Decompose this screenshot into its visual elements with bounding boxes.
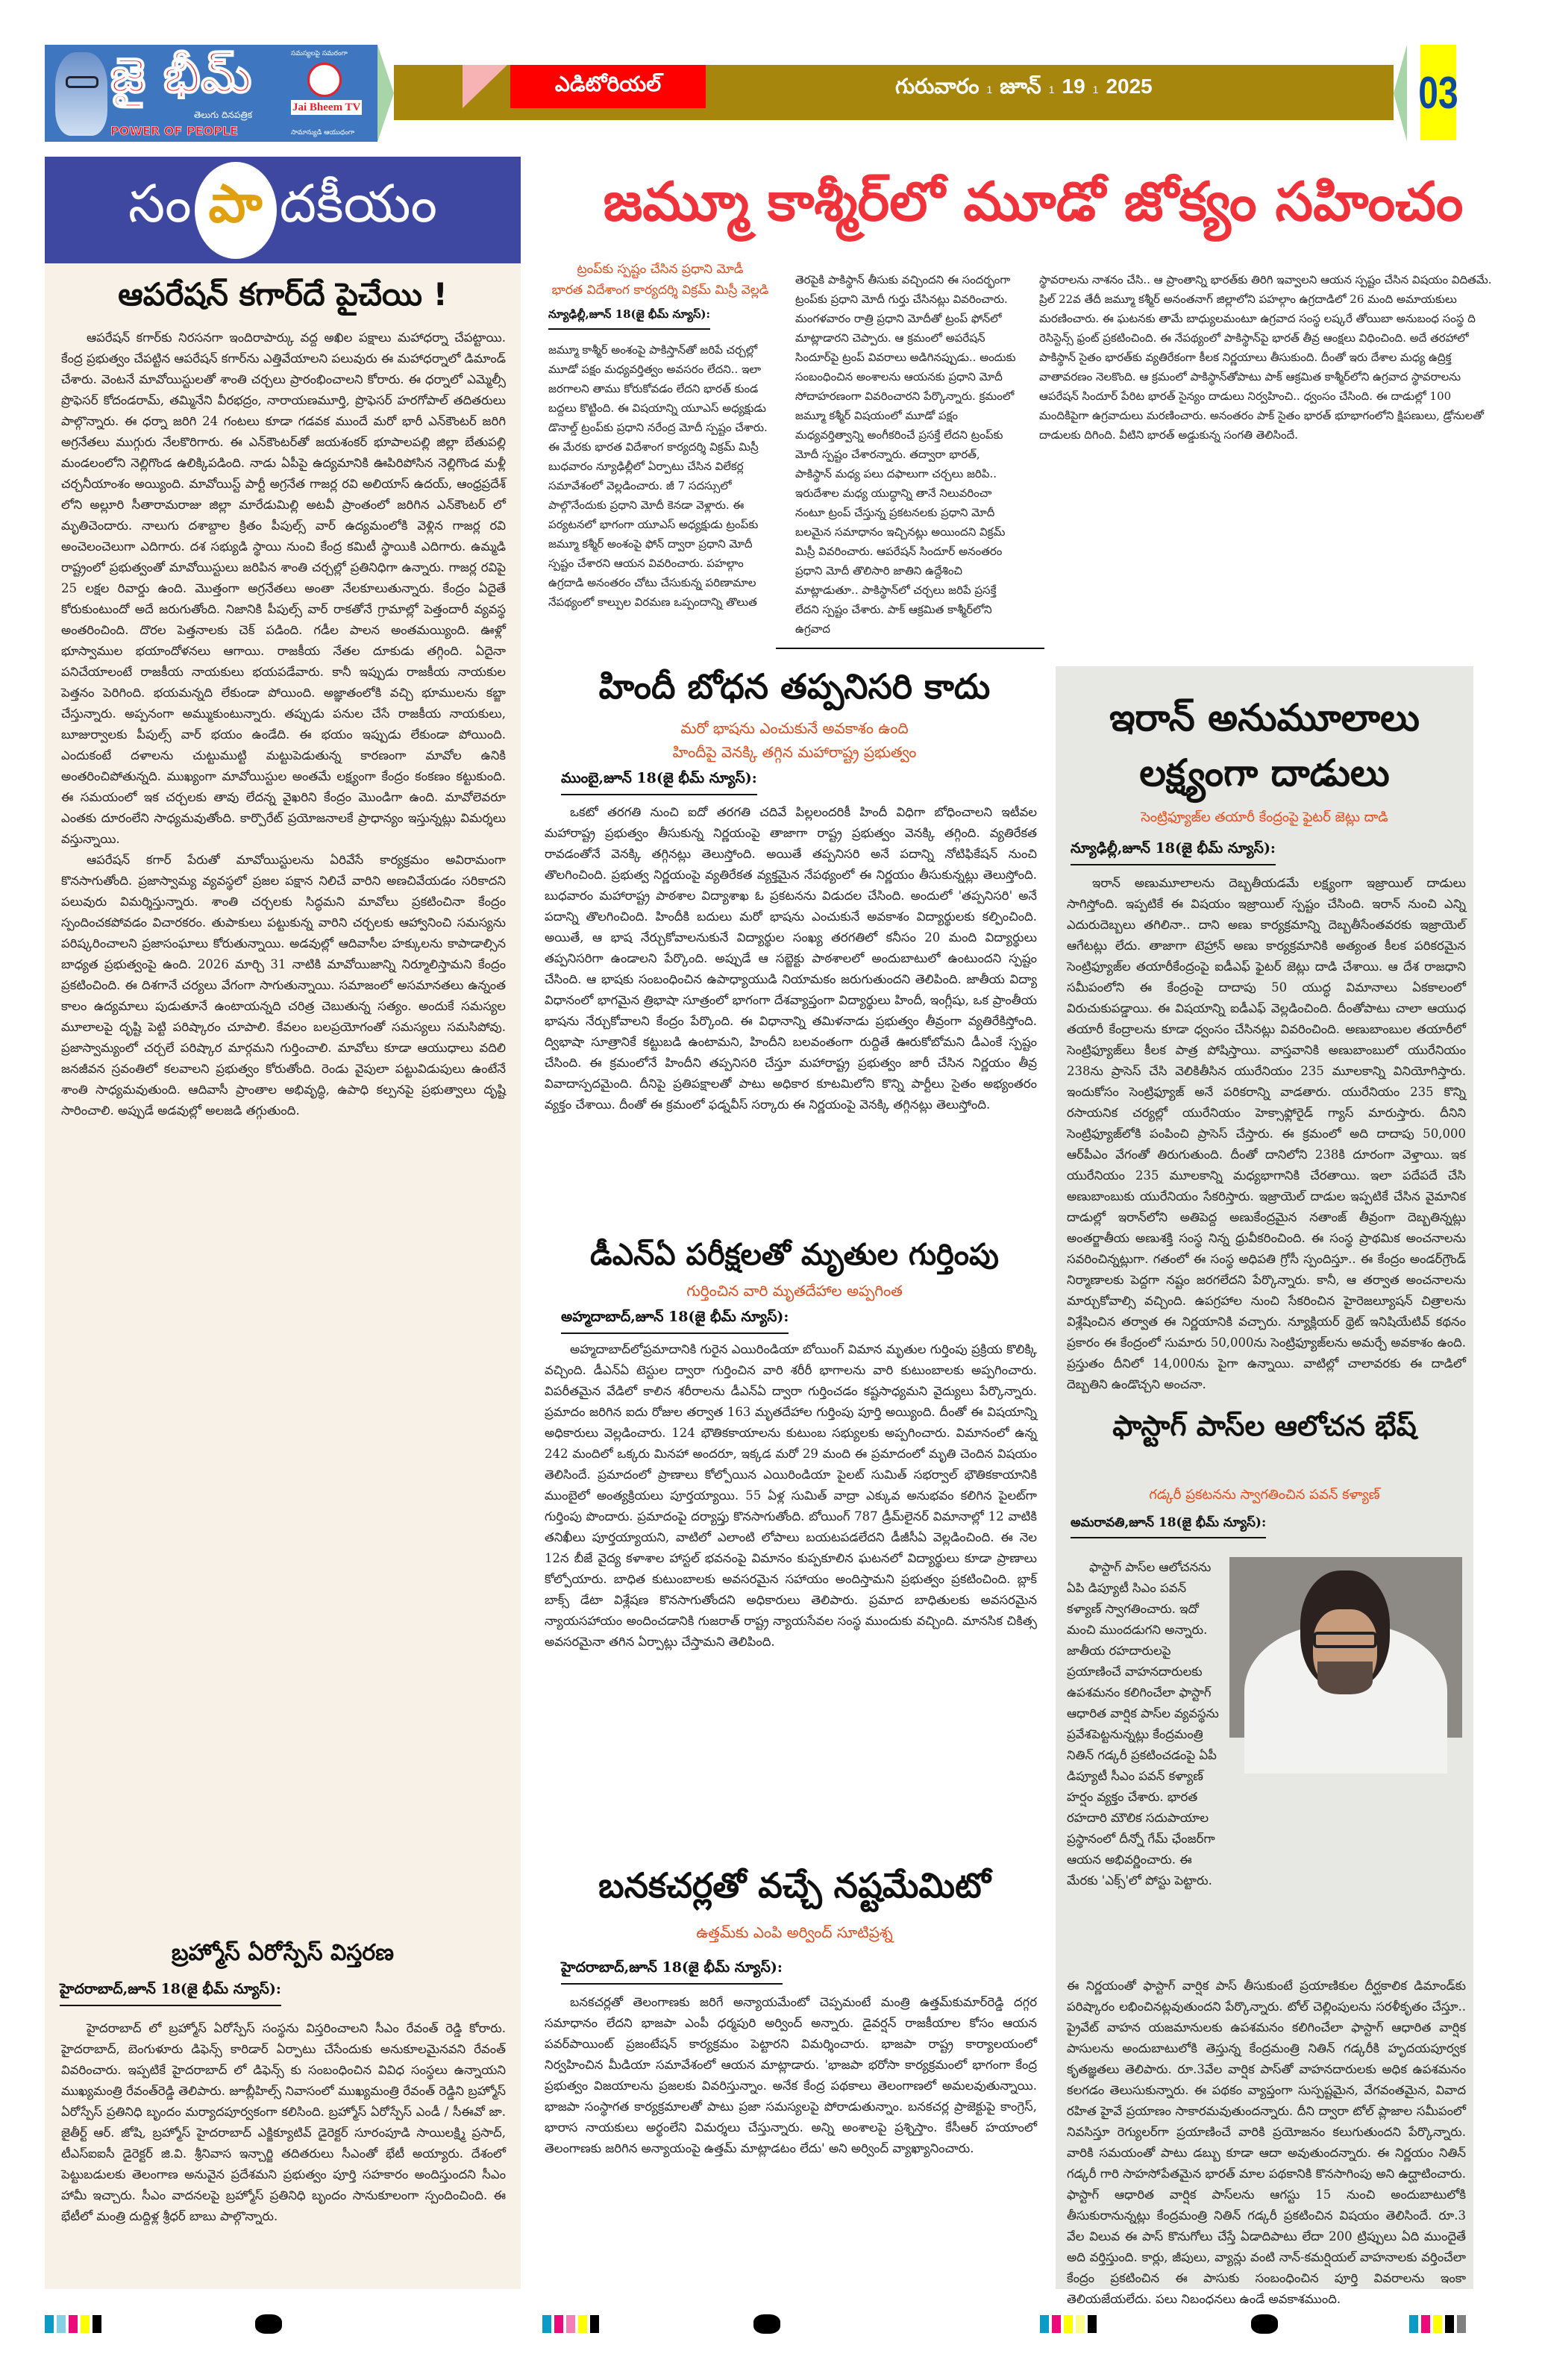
editorial-column	[45, 263, 521, 2289]
lead-column-1: జమ్మూ కాశ్మీర్ అంశంపై పాకిస్తాన్‌తో జరిపే చర్చల్లో మూడో పక్షం మధ్యవర్తిత్వం అవసరం లేదని.. ఇలా జరగాలని తాము కోరుకోవడం లేదని భారత్ కుండ బద్దలు కొట్టింది. ఈ విషయాన్ని యూఎస్ అధ్యక్షుడు డొనాల్డ్ ట్రంప్‌కు ప్రధాని నరేంద్ర మోదీ స్పష్టం చేశారు. ఈ మేరకు భారత విదేశాంగ కార్యదర్శి విక్రమ్ మిస్రీ బుధవారం న్యూఢిల్లీలో ఏర్పాటు చేసిన విలేకర్ల సమావేశంలో వెల్లడించారు. జీ 7 సదస్సులో పాల్గొనేందుకు ప్రధాని మోదీ కెనడా వెళ్లారు. ఈ పర్యటనలో భాగంగా యూఎస్ అధ్యక్షుడు ట్రంప్‌కు జమ్మూ కశ్మీర్ అంశంపై ఫోన్ ద్వారా ప్రధాని మోదీ స్పష్టం చేశారని ఆయన వివరించారు. పహల్గాం ఉగ్రదాడి అనంతరం చోటు చేసుకున్న పరిణామాల నేపథ్యంలో కాల్పుల విరమణ ఒప్పందాన్ని తొలుత	[548, 343, 768, 609]
banakacherla-dateline-wrap	[561, 1958, 783, 1985]
color-swatch	[1445, 2315, 1454, 2333]
fastag-dateline-wrap	[1071, 1515, 1266, 1538]
logo-subtitle: తెలుగు దినపత్రిక	[194, 110, 253, 120]
color-swatch	[45, 2315, 54, 2333]
newspaper-logo	[45, 45, 377, 142]
brahmos-dateline: హైదరాబాద్,జూన్ 18(జై భీమ్ న్యూస్):	[60, 1979, 281, 2006]
hindi-dateline-wrap	[561, 768, 757, 795]
iran-dateline-wrap	[1071, 839, 1276, 865]
page-number: 03	[1420, 45, 1456, 140]
hindi-kicker-2: హిందీపై వెనక్కి తగ్గిన మహారాష్ట్ర ప్రభుత్వం	[672, 743, 917, 761]
hindi-headline: హిందీ బోధన తప్పనిసరి కాదు	[598, 666, 991, 707]
editorial-body	[61, 328, 506, 1915]
lead-headline: జమ్మూ కాశ్మీర్‌లో మూడో జోక్యం సహించం	[603, 170, 1464, 233]
issue-year: 2025	[1106, 75, 1153, 98]
color-swatch	[542, 2315, 551, 2333]
brahmos-headline: బ్రహ్మోస్ ఏరోస్పేస్ విస్తరణ	[172, 1940, 394, 1966]
banakacherla-kicker: ఉత్తమ్‌కు ఎంపి అర్వింద్ సూటిప్రశ్న	[696, 1923, 893, 1941]
color-swatch	[93, 2315, 101, 2333]
color-bar	[542, 2315, 599, 2333]
dna-kicker: గుర్తించిన వారి మృతదేహాల అప్పగింత	[686, 1282, 903, 1300]
color-swatch	[1076, 2315, 1085, 2333]
lead-column-2: తెరపైకి పాకిస్థాన్ తీసుకు వచ్చిందని ఈ సందర్భంగా ట్రంప్‌కు ప్రధాని మోదీ గుర్తు చేసినట్లు వివరించారు. మంగళవారం రాత్రి ప్రధాని మోదీతో ట్రంప్ ఫోన్‌లో మాట్లాడారని చెప్పారు. ఆ క్రమంలో అపరేషన్ సిందూర్‌పై ట్రంప్ వివరాలు అడిగినప్పుడు.. అందుకు సంబంధించిన అంశాలను ఆయనకు ప్రధాని మోదీ సోదాహరణంగా వివరించారని పేర్కొన్నారు. క్రమంలో జమ్మూ కశ్మీర్ విషయంలో మూడో పక్షం మధ్యవర్తిత్వాన్ని అంగీకరించే ప్రసక్తే లేదని ట్రంప్‌కు మోదీ స్పష్టం చేశారన్నారు. తద్వారా భారత్, పాకిస్థాన్ మధ్య పలు దఫాలుగా చర్చలు జరిపి.. ఇరుదేశాల మధ్య యుద్ధాన్ని తానే నిలువరించా నంటూ ట్రంప్ చేస్తున్న ప్రకటనలకు ప్రధాని మోదీ బలమైన సమాధానం ఇచ్చినట్లు అయిందని విక్రమ్ మిస్రీ వివరించారు. ఆపరేషన్ సిందూర్ అనంతరం ప్రధాని మోదీ తొలిసారి జాతిని ఉద్దేశించి మాట్లాడుతూ.. పాకిస్థాన్‌లో చర్చలు జరిపే ప్రసక్తే లేదని స్పష్టం చేశారు. పాక్ ఆక్రమిత కాశ్మీర్‌లోని ఉగ్రవాద	[795, 273, 1016, 636]
color-bar	[1040, 2315, 1097, 2333]
section-label: ఎడిటోరియల్	[510, 65, 706, 108]
issue-date-number: 19	[1062, 75, 1085, 98]
logo-tag-bottom: సామాన్యుడి ఆయుధంగా	[291, 129, 355, 137]
banakacherla-body: బనకచర్లతో తెలంగాణకు జరిగే అన్యాయమేంటో చెప్పమంటే మంత్రి ఉత్తమ్‌కుమార్‌రెడ్డి దగ్గర సమాధానం లేదని భాజపా ఎంపీ ధర్మపురి అర్వింద్ అన్నారు. డైవర్షన్ రాజకీయాల కోసం ఆయన పవర్‌పాయింట్ ప్రజంటేషన్ కార్యక్రమం పెట్టారని విమర్శించారు. భాజపా రాష్ట్ర కార్యాలయంలో నిర్వహించిన మీడియా సమావేశంలో ఆయన మాట్లాడారు. 'భాజపా భరోసా కార్యక్రమంలో భాగంగా కేంద్ర ప్రభుత్వం విజయాలను ప్రజలకు వివరిస్తున్నాం. అనేక కేంద్ర పథకాలు తెలంగాణలో అమలవుతున్నాయి. భాజపా సంస్థాగత కార్యక్రమాలతో పాటు ప్రజా సమస్యలపై పోరాడుతున్నాం. బనకచర్ల ప్రాజెక్టుపై కాంగ్రెస్, భారాస నాయకులు అర్థంలేని విమర్శలు చేస్తున్నారు. అన్ని అంశాలపై ప్రశ్నిస్తాం. కేసీఆర్ హయాంలో తెలంగాణకు జరిగిన అన్యాయంపై ఉత్తమ్ మాట్లాడటం లేదు' అని అర్వింద్ వ్యాఖ్యానించారు.	[545, 1995, 1037, 2155]
fastag-headline: ఫాస్టాగ్ పాస్‌ల ఆలోచన భేష్	[1112, 1409, 1417, 1442]
hindi-kicker-1: మరో భాషను ఎంచుకునే అవకాశం ఉంది	[680, 719, 909, 737]
iran-body: ఇరాన్ అణుమూలాలను దెబ్బతీయడమే లక్ష్యంగా ఇజ్రాయిల్ దాడులు సాగిస్తోంది. ఇప్పటికే ఈ విషయం ఇజ్రాయిల్ స్పష్టం చేసింది. ఇరాన్ నుంచి ఎన్ని ఎదురుదెబ్బలు తగిలినా.. దాని అణు కార్యక్రమాన్ని దెబ్బతీసేంతవరకు ఇజ్రాయెల్ ఆగేటట్లు లేదు. తాజాగా టెహ్రాన్ అణు కార్యక్రమానికి అత్యంత కీలక పరికరమైన సెంట్రిఫ్యూజ్‌ల తయారీకేంద్రంపై ఐడీఎఫ్ ఫైటర్ జెట్లు దాడి చేశాయి. ఆ దేశ రాజధాని సమీపంలోని ఈ కేంద్రంపై దాదాపు 50 యుద్ధ విమానాలు ఏకకాలంలో విరుచుకుపడ్డాయి. ఈ విషయాన్ని ఐడీఎఫ్ వెల్లడించింది. దీంతోపాటు చాలా ఆయుధ తయారీ కేంద్రాలను కూడా ధ్వంసం చేసినట్లు వివరించింది. అణుబాంబుల తయారీలో సెంట్రిఫ్యూజ్‌లు కీలక పాత్ర పోషిస్తాయి. వాస్తవానికి అణుబాంబులో యురేనియం 238ను ప్రాసెస్ చేసి వెలికితీసిన యురేనియం 235 మూలకాన్ని వినియోగిస్తారు. ఇందుకోసం సెంట్రిఫ్యూజ్‌ అనే పరికరాన్ని వాడతారు. యురేనియం 235 కొన్ని రసాయనిక చర్యల్లో యురేనియం హెక్సాఫ్లోరైడ్ గ్యాస్ మారుస్తారు. దీనిని సెంట్రిఫ్యూజ్‌లోకి పంపించి ప్రాసెస్ చేస్తారు. ఈ క్రమంలో అది దాదాపు 50,000 ఆర్‌పీఎం వేగంతో తిరుగుతుంది. దీంతో దానిలోని 238కి దూరంగా వెళ్తాయి. ఇక యురేనియం 235 మూలకాన్ని మధ్యభాగానికి చేరతాయి. ఇలా పదేపదే చేసి అణుబాంబుకు యురేనియం సేకరిస్తారు. ఇజ్రాయెల్ దాడుల ఇప్పటికే చేసిన వైమానిక దాడుల్లో ఇరాన్‌లోని అతిపెద్ద అణుకేంద్రమైన నతాంజ్ తీవ్రంగా దెబ్బతిన్నట్లు అంతర్జాతీయ అణుశక్తి సంస్థ నిన్న ధ్రువీకరించింది. ఈ సంస్థ ప్రాథమిక అంచనాలను సవరించిన్నట్లుగా. గతంలో ఈ సంస్థ అధిపతి గ్రోసీ స్పందిస్తూ.. ఈ కేంద్రం అండర్‌గ్రౌండ్ నిర్మాణాలకు పెద్దగా నష్టం జరగలేదని పేర్కొన్నారు. కానీ, ఆ తర్వాత అంచనాలను మార్చుకోవాల్సి వచ్చింది. ఉపగ్రహాల నుంచి సేకరించిన హైరెజల్యూషన్ చిత్రాలను విశ్లేషించిన తర్వాత ఈ నిర్ణయానికి వచ్చారు. న్యూక్లియర్ థ్రెట్ ఇనిషియేటివ్ కథనం ప్రకారం ఈ కేంద్రంలో సుమారు 50,000ను సెంట్రిఫ్యూజ్‌లను అమర్చే అవకాశం ఉంది. ప్రస్తుతం దీనిలో 14,000ను పైగా ఉన్నాయి. వాటిల్లో చాలావరకు ఈ దాడిలో దెబ్బతిని ఉండొచ్చని అంచనా.	[1067, 876, 1466, 1391]
fastag-body-beside-photo: ఫాస్టాగ్ పాస్‌ల ఆలోచనను ఏపి డిప్యూటీ సిఎం పవన్ కళ్యాణ్ స్వాగతించారు. ఇదో మంచి ముందడుగని అన్నారు. జాతీయ రహదారులపై ప్రయాణించే వాహనదారులకు ఉపశమనం కలిగించేలా ఫాస్టాగ్ ఆధారిత వార్షిక పాస్‌ల వ్యవస్థను ప్రవేశపెట్టనున్నట్లు కేంద్రమంత్రి నితిన్ గడ్కరీ ప్రకటించడంపై ఏపీ డిప్యూటీ సీఎం పవన్ కళ్యాణ్ హర్షం వ్యక్తం చేశారు. భారత రహదారి మౌలిక సదుపాయాల ప్రస్థానంలో దీన్నో గేమ్ ఛేంజర్‌గా ఆయన అభివర్ణించారు. ఈ మేరకు 'ఎక్స్'లో పోస్టు పెట్టారు.	[1067, 1560, 1219, 1888]
color-swatch	[1409, 2315, 1418, 2333]
editorial-paragraph: ఆపరేషన్ కగార్‌కు నిరసనగా ఇందిరాపార్కు వద్ద అఖిల పక్షాలు మహాధర్నా చేపట్టాయి. కేంద్ర ప్రభుత్వం చేపట్టిన ఆపరేషన్ కగార్‌ను ఎత్తివేయాలని పలువురు ఈ మహాధర్నాలో డిమాండ్ చేశారు. వెంటనే మావోయిస్టులతో శాంతి చర్చలు ప్రారంభించాలని కోరారు. ఈ ధర్నాలో ఎమ్మెల్సీ ప్రొఫెసర్ కోదండరామ్, తమ్మినేని వీరభద్రం, నారాయణమూర్తి, ప్రొఫెసర్ హరగోపాల్ తదితరులు పాల్గొన్నారు. ఈ ధర్నా జరిగి 24 గంటలు కూడా గడవక ముందే మరో భారీ ఎన్‌కౌంటర్ జరిగి అగ్రనేతలు ముగ్గురు నేలకొరిగారు. ఈ ఎన్‌కౌంటర్‌తో జయశంకర్ భూపాలపల్లి జిల్లా బేతుపల్లి మండలంలోని నెల్లిగొండ ఉలిక్కిపడింది. నాడు ఏపీపై ఉద్యమానికి ఊపిరిపోసిన నెల్లిగొండ మళ్లీ చర్చనీయాంశం అయ్యింది. మావోయిస్ట్ పార్టీ అగ్రనేత గాజర్ల రవి అలియాస్ ఉదయ్, ఆంధ్రప్రదేశ్ లోని అల్లూరి సీతారామరాజు జిల్లా మారేడుమిల్లి అటవీ ప్రాంతంలో జరిగిన ఎన్‌కౌంటర్ లో మృతిచెందారు. నాలుగు దశాబ్దాల క్రితం పీపుల్స్ వార్ ఉద్యమంలోకి వెళ్లిన గాజర్ల రవి అంచెలంచెలుగా ఎదిగారు. దశ సభ్యుడి స్థాయి నుంచి కేంద్ర కమిటీ స్థాయికి ఎదిగారు. ఉమ్మడి రాష్ట్రంలో ప్రభుత్వంతో మావోయిస్టులు జరిపిన శాంతి చర్చల్లో ప్రతినిధిగా ఉన్నారు. గాజర్ల రవిపై 25 లక్షల రివార్డు ఉంది. మొత్తంగా అగ్రనేతలు అంతా నేలకూలుతున్నారు. కేంద్రం ఏదైతే కోరుకుంటుందో అదే జరుగుతోంది. నిజానికి పీపుల్స్ వార్ రాకతోనే గ్రామాల్లో పెత్తందారీ వ్యవస్థ అంతరించింది. దొరల పెత్తనాలకు చెక్ పడింది. గడీల పాలన అంతమయ్యింది. ఊళ్లో భూస్వాముల భయాందోళనలు ఆగాయి. రాజకీయ నేతల దూకుడు తగ్గింది. ఏదైనా పనిచేయాలంటే రాజకీయ నాయకులు భయపడేవారు. కానీ ఇప్పుడు రాజకీయ నాయకుల పెత్తనం పెరిగింది. భయమన్నది లేకుండా పోయింది. అజ్ఞాతంలోకి వచ్చి భూములను కబ్జా చేస్తున్నారు. అప్పనంగా అమ్ముకుంటున్నారు. తప్పుడు పనుల చేసే రాజకీయ నాయకులు, బూజుర్వాలకు పీపుల్స్ వార్ భయం ఉండేది. ఈ భయం ఇప్పుడు లేకుండా పోయింది. ఎందుకంటే దళాలను చుట్టుముట్టి మట్టుపెడుతున్న కారణంగా మావోల ఉనికి అంతరించిపోతున్నది. ముఖ్యంగా మావోయిస్టుల అంతమే లక్ష్యంగా కేంద్రం కంకణం కట్టుకుంది. ఈ సమయంలో ఇక చర్చలకు తావు లేదన్న వైఖరిని కేంద్రం మొండిగా ఉంది. మావోలెవరూ ఎంతకు దూరంలేని సాధ్యమవుతోంది. కార్పొరేట్ ప్రయోజనాలకే ప్రాధాన్యం ఇస్తున్నట్లు విమర్శలు వస్తున్నాయి.	[61, 331, 506, 846]
editorial-header-circle: పా	[195, 162, 277, 259]
registration-mark	[255, 2314, 282, 2334]
color-swatch	[554, 2315, 563, 2333]
brahmos-dateline-wrap	[60, 1979, 281, 2006]
iran-dateline: న్యూఢిల్లీ,జూన్ 18(జై భీమ్ న్యూస్):	[1071, 839, 1276, 865]
tv-brand: Jai Bheem TV	[292, 101, 361, 113]
issue-date	[895, 75, 1153, 104]
lead-dateline-wrap	[548, 306, 710, 330]
color-swatch	[566, 2315, 575, 2333]
iran-kicker: సెంట్రిఫ్యూజ్‌ల తయారీ కేంద్రంపై ఫైటర్ జెట్లు దాడి	[1141, 809, 1388, 825]
lead-dateline: న్యూఢిల్లీ,జూన్ 18(జై భీమ్ న్యూస్):	[548, 306, 710, 330]
fastag-body: ఈ నిర్ణయంతో ఫాస్టాగ్ వార్షిక పాస్ తీసుకుంటే ప్రయాణికుల దీర్ఘకాలిక డిమాండ్‌కు పరిష్కారం లభించినట్లవుతుందని పేర్కొన్నారు. టోల్ చెల్లింపులను సరళీకృతం చేస్తూ.. ప్రైవేట్ వాహన యజమానులకు ఉపశమనం కలిగించేలా ఫాస్టాగ్ ఆధారిత వార్షిక పాసులను అందుబాటులోకి తెస్తున్న కేంద్రమంత్రి నితిన్ గడ్కరీకి హృదయపూర్వక కృతజ్ఞతలు తెలిపారు. రూ.3వేల వార్షిక పాస్‌తో వాహనదారులకు అధిక ఉపశమనం కలగడం తెలుసుకున్నారు. ఈ పథకం వ్యాప్తంగా సుస్పష్టమైన, వేగవంతమైన, వివాద రహిత హైవే ప్రయాణం సాకారమవుతుందన్నారు. దీని ద్వారా టోల్ ప్లాజాల సమీపంలో నివసిస్తూ రెగ్యులర్‌గా ప్రయాణించే వారికి ప్రయోజనం కలుగుతుందని పేర్కొన్నారు. వారికి సమయంతో పాటు డబ్బు కూడా ఆదా అవుతుందన్నారు. ఈ నిర్ణయం నితిన్ గడ్కరీ గారి సాహసోపేతమైన భారత్ మాల పథకానికి కొనసాగింపు అని ఉద్ఘాటించారు. ఫాస్టాగ్ ఆధారిత వార్షిక పాస్‌లను ఆగస్టు 15 నుంచి అందుబాటులోకి తీసుకురానున్నట్లు కేంద్రమంత్రి నితిన్ గడ్కరీ ప్రకటించిన విషయం తెలిసిందే. రూ.3 వేల విలువ ఈ పాస్ కొనుగోలు చేస్తే ఏడాదిపాటు లేదా 200 ట్రిప్పులు ఏది ముందైతే అది వర్తిస్తుంది. కార్లు, జీపులు, వ్యాన్లు వంటి నాన్-కమర్షియల్ వాహనాలకు వర్తించేలా కేంద్రం ప్రకటించిన ఈ పాసుకు సంబంధించిన పూర్తి వివరాలను ఇంకా తెలియజేయలేదు. పలు నిబంధనలు ఉండే అవకాశముంది.	[1067, 1979, 1466, 2306]
color-swatch	[1052, 2315, 1061, 2333]
hindi-kicker	[537, 716, 1052, 764]
fastag-dateline: అమరావతి,జూన్ 18(జై భీమ్ న్యూస్):	[1071, 1515, 1266, 1538]
dna-body: అహ్మదాబాద్‌లోప్రమాదానికి గురైన ఎయిరిండియా బోయింగ్ విమాన మృతుల గుర్తింపు ప్రక్రియ కొలిక్కి వచ్చింది. డీఎన్ఏ టెస్టుల ద్వారా గుర్తించిన వారి శరీరీ భాగాలను వారి కుటుంబాలకు అప్పగించారు. విపరీతమైన వేడిలో కాలిన శరీరాలను డీఎన్ఏ ద్వారా గుర్తించడం కష్టసాధ్యమని వైద్యులు పేర్కొన్నారు. ప్రమాదం జరిగిన ఐదు రోజుల తర్వాత 163 మృతదేహాల గుర్తింపు పూర్తి అయ్యింది. దీంతో ఈ విషయాన్ని అధికారులు వెల్లడించారు. 124 భౌతికకాయాలను కుటుంబ సభ్యులకు అప్పగించారు. విమానంలో ఉన్న 242 మందిలో ఒక్కరు మినహా అందరూ, ఇక్కడ మరో 29 మంది ఈ ప్రమాదంలో మృతి చెందిన విషయం తెలిసిందే. ప్రమాదంలో ప్రాణాలు కోల్పోయిన ఎయిరిండియా పైలట్ సుమిత్ సభర్వాల్ భౌతికకాయానికి ముంబైలో అంత్యక్రియలు పూర్తయ్యాయి. 55 ఏళ్ల సుమిత్ వాద్రా ఎక్కువ అనుభవం కలిగిన పైలట్‌గా గుర్తింపు పొందారు. ప్రమాదంపై దర్యాప్తు కొనసాగుతోంది. బోయింగ్ 787 డ్రీమ్‌లైనర్ విమానాల్లో 12 వాటికి తనిఖీలు పూర్తయ్యాయని, వాటిలో ఎలాంటి లోపాలు బయటపడలేదని డీజీసీఏ వెల్లడించింది. ఈ నెల 12న బీజే వైద్య కళాశాల హాస్టల్ భవనంపై విమానం కుప్పకూలిన ఘటనలో విద్యార్థులు కూడా ప్రాణాలు కోల్పోయారు. బాధిత కుటుంబాలకు అవసరమైన సహాయం అందిస్తామని ప్రభుత్వం ప్రకటించింది. బ్లాక్ బాక్స్ డేటా విశ్లేషణ కొనసాగుతోందని అధికారులు తెలిపారు. ప్రమాద బాధితులకు అవసరమైన న్యాయసహాయం అందించడానికి గుజరాత్ రాష్ట్ర న్యాయసేవల సంస్థ ముందుకు వచ్చింది. మానసిక చికిత్స అవసరమైనా తగిన ఏర్పాట్లు చేస్తామని తెలిపింది.	[545, 1342, 1037, 1649]
color-swatch	[81, 2315, 90, 2333]
lead-column-3: స్థావరాలను నాశనం చేసి.. ఆ ప్రాంతాన్ని భారత్‌కు తిరిగి ఇవ్వాలని ఆయన స్పష్టం చేసిన విషయం విదితమే. ప్రిల్ 22వ తేదీ జమ్మూ కశ్మీర్ అనంతనాగ్ జిల్లాలోని పహల్గాం ఉగ్రదాడిలో 26 మంది అమాయకులు మరణించారు. ఈ ఘటనకు తామే బాధ్యులమంటూ ఉగ్రవాద సంస్థ లష్కరే తోయిబా అనుబంధ సంస్థ ది రెసిస్టెన్స్ ఫ్రంట్ ప్రకటించింది. ఈ నేపథ్యంలో పాకిస్థాన్‌పై భారత్ తీవ్ర ఆంక్షలు విధించింది. అదే తరహాలో పాకిస్థాన్ సైతం భారత్‌కు వ్యతిరేకంగా కీలక నిర్ణయాలు తీసుకుంది. దీంతో ఇరు దేశాల మధ్య ఉద్రిక్త వాతావరణం నెలకొంది. ఆ క్రమంలో పాకిస్థాన్‌తోపాటు పాక్ ఆక్రమిత కాశ్మీర్‌లోని ఉగ్రవాద స్థావరాలను ఆపరేషన్ సిందూర్ పేరిట భారత్ సైన్యం దాడులు నిర్వహించి.. ధ్వంసం చేసింది. ఈ దాడుల్లో 100 మందికిపైగా ఉగ్రవాదులు మరణించారు. అనంతరం పాక్ సైతం భారత్ భూభాగంలోని క్షిపణులు, డ్రోనులతో దాడులకు దిగింది. వీటిని భారత్ అడ్డుకున్న సంగతి తెలిసిందే.	[1039, 273, 1492, 442]
dna-dateline-wrap	[561, 1307, 789, 1334]
date-separator: 1	[1048, 84, 1055, 95]
color-swatch	[1433, 2315, 1442, 2333]
fastag-kicker: గడ్కరీ ప్రకటనను స్వాగతించిన పవన్ కళ్యాణ్	[1149, 1487, 1380, 1503]
issue-month: జూన్	[1000, 75, 1041, 98]
banakacherla-headline: బనకచర్లతో వచ్చే నష్టమేమిటో	[598, 1865, 991, 1905]
lead-divider	[776, 648, 1044, 649]
page-wedge-decoration	[1394, 45, 1407, 142]
brahmos-body: హైదరాబాద్ లో బ్రహ్మోస్ ఏరోస్పేస్ సంస్థను విస్తరించాలని సీఎం రేవంత్ రెడ్డి కోరారు. హైదరాబాద్, బెంగుళూరు డిఫెన్స్ కారిడార్ ఏర్పాటు చేసేందుకు అనుకూలమైనవని రేవంత్ వివరించారు. ఇప్పటికే హైదరాబాద్ లో డిఫెన్స్ కు సంబంధించిన వివిధ సంస్థలు ఉన్నాయని ముఖ్యమంత్రి రేవంత్‌రెడ్డి తెలిపారు. జూబ్లీహిల్స్ నివాసంలో ముఖ్యమంత్రి రేవంత్ రెడ్డిని బ్రహ్మోస్ ఏరోస్పేస్ ప్రతినిధి బృందం మర్యాదపూర్వకంగా కలిసింది. బ్రహ్మోస్ ఏరోస్పేస్ ఎండీ / సీఈవో జా. జైతీర్ట్ ఆర్. జోషి, బ్రహ్మోస్ హైదరాబాద్ ఎక్జిక్యూటివ్ డైరెక్టర్ సూరంపూడి సాయిలక్ష్మి ప్రసాద్, టీఎస్ఐఐసీ డైరెక్టర్ జి.వి. శ్రీనివాస ఇన్చార్జి తదితరులు సీఎంతో భేటీ అయ్యారు. దేశంలో పెట్టుబడులకు తెలంగాణ అనువైన ప్రదేశమని ప్రభుత్వం పూర్తి సహకారం అందిస్తుందని సీఎం హామీ ఇచ్చారు. సీఎం వాదనలపై బ్రహ్మోస్ ప్రతినిధి బృందం సానుకూలంగా స్పందించింది. ఈ భేటీలో మంత్రి దుద్దిళ్ల శ్రీధర్ బాబు పాల్గొన్నారు.	[61, 2021, 506, 2223]
color-bar	[1409, 2315, 1466, 2333]
lead-kicker-2: భారత విదేశాంగ కార్యదర్శి విక్రమ్ మిస్రీ వెల్లడి	[551, 283, 769, 298]
issue-day: గురువారం	[895, 75, 980, 98]
tv-emblem-icon	[307, 63, 342, 97]
color-swatch	[1064, 2315, 1073, 2333]
pawan-kalyan-photo	[1229, 1557, 1462, 1738]
color-swatch	[69, 2315, 78, 2333]
lead-kicker-1: ట్రంప్‌కు స్పష్టం చేసిన ప్రధాని మోడీ	[577, 262, 744, 277]
lead-kicker	[537, 259, 783, 301]
editorial-title: ఆపరేషన్ కగార్‌దే పైచేయి !	[118, 276, 448, 313]
color-swatch	[1457, 2315, 1466, 2333]
iran-headline	[1059, 690, 1470, 801]
dna-headline: డీఎన్ఏ పరీక్షలతో మృతుల గుర్తింపు	[590, 1238, 999, 1272]
iran-headline-line2: లక్ష్యంగా దాడులు	[1139, 751, 1390, 795]
hindi-dateline: ముంబై,జూన్ 18(జై భీమ్ న్యూస్):	[561, 768, 757, 795]
logo-title: జై భీమ్	[110, 48, 253, 104]
banakacherla-dateline: హైదరాబాద్,జూన్ 18(జై భీమ్ న్యూస్):	[561, 1958, 783, 1985]
dna-dateline: అహ్మదాబాద్,జూన్ 18(జై భీమ్ న్యూస్):	[561, 1307, 789, 1334]
registration-mark	[753, 2314, 780, 2334]
color-swatch	[57, 2315, 66, 2333]
iran-headline-line1: ఇరాన్ అనుమూలాలు	[1109, 696, 1420, 739]
color-bar	[45, 2315, 101, 2333]
date-separator: 1	[1092, 84, 1099, 95]
editorial-header-suffix: దకీయం	[279, 173, 438, 234]
logo-tagline: POWER OF PEOPLE	[110, 124, 239, 138]
editorial-section-header	[45, 157, 521, 263]
date-separator: 1	[986, 84, 993, 95]
color-swatch	[1421, 2315, 1430, 2333]
color-swatch	[1040, 2315, 1049, 2333]
editorial-paragraph: ఆపరేషన్ కగార్ పేరుతో మావోయిస్టులను ఏరివేసే కార్యక్రమం అవిరామంగా కొనసాగుతోంది. ప్రజాస్వామ్య వ్యవస్థలో ప్రజల పక్షాన నిలిచే వారిని అణచివేయడం సరికాదని పలువురు విమర్శిస్తున్నారు. శాంతి చర్చలకు సిద్ధమని మావోలు ప్రకటించినా కేంద్రం స్పందించకపోవడం విచారకరం. తుపాకులు పట్టుకున్న వారిని చర్చలకు ఆహ్వానించి సమస్యను పరిష్కరించాలని ప్రజాసంఘాలు కోరుతున్నాయి. అడవుల్లో ఆదివాసీల హక్కులను కాపాడాల్సిన బాధ్యత ప్రభుత్వంపై ఉంది. 2026 మార్చి 31 నాటికి మావోయిజాన్ని నిర్మూలిస్తామని కేంద్రం ప్రకటించింది. ఈ దిశగానే చర్యలు వేగంగా సాగుతున్నాయి. సమాజంలో అసమానతలు ఉన్నంత కాలం ఉద్యమాలు పుడుతూనే ఉంటాయన్నది చరిత్ర చెబుతున్న సత్యం. అందుకే సమస్యల మూలాలపై దృష్టి పెట్టి పరిష్కారం చూపాలి. కేవలం బలప్రయోగంతో సమస్యలు సమసిపోవు. ప్రజాస్వామ్యంలో చర్చలే పరిష్కార మార్గమని గుర్తించాలి. మావోలు కూడా ఆయుధాలు వదిలి జనజీవన స్రవంతిలో కలవాలని ప్రభుత్వం కోరుతోంది. రెండు వైపులా పట్టువిడుపులు ఉంటేనే శాంతి సాధ్యమవుతుంది. ఆదివాసీ ప్రాంతాల అభివృద్ధి, ఉపాధి కల్పనపై ప్రభుత్వాలు దృష్టి సారించాలి. అప్పుడే అడవుల్లో అలజడి తగ్గుతుంది.	[61, 853, 506, 1118]
hindi-body: ఒకటో తరగతి నుంచి ఐదో తరగతి చదివే పిల్లలందరికీ హిందీ విధిగా బోధించాలని ఇటీవల మహారాష్ట్ర ప్రభుత్వం తీసుకున్న నిర్ణయంపై తాజాగా రాష్ట్ర ప్రభుత్వం వెనక్కి తగ్గింది. వ్యతిరేకత రావడంతోనే వెనక్కి తగ్గినట్లు తెలుస్తోంది. అయితే తప్పనిసరి అనే పదాన్ని నోటిఫికేషన్ నుంచి తొలగించింది. ప్రభుత్వ నిర్ణయంపై వ్యతిరేకత వ్యక్తమైన నేపథ్యంలో ఈ నిర్ణయం తీసుకున్నట్లు తెలుస్తోంది. బుధవారం మహారాష్ట్ర పాఠశాల విద్యాశాఖ ఓ ప్రకటనను విడుదల చేసింది. అందులో 'తప్పనిసరి' అనే పదాన్ని తొలగించింది. హిందీకి బదులు మరో భాషను ఎంచుకునే అవకాశం విద్యార్థులకు కల్పించింది. అయితే, ఆ భాష నేర్చుకోవాలనుకునే విద్యార్థుల సంఖ్య తరగతిలో కనీసం 20 మంది విద్యార్థులు తప్పనిసరిగా ఉండాలని పేర్కొంది. అప్పుడే ఆ సబ్జెక్టు పాఠశాలలో అందుబాటులో ఉంటుందని స్పష్టం చేసింది. ఆ భాషకు సంబంధించిన ఉపాధ్యాయుడి నియామకం జరుగుతుందని తెలిపింది. జాతీయ విద్యా విధానంలో భాగమైన త్రిభాషా సూత్రంలో భాగంగా దేశవ్యాప్తంగా విద్యార్థులు హిందీ, ఇంగ్లీషు, ఒక ప్రాంతీయ భాషను నేర్చుకోవాలని కేంద్రం పేర్కొంది. ఈ విధానాన్ని తమిళనాడు ప్రభుత్వం తీవ్రంగా వ్యతిరేకిస్తోంది. ద్విభాషా సూత్రానికే కట్టుబడి ఉంటామని, హిందీని బలవంతంగా రుద్దితే ఊరుకోబోమని డీఎంకే స్పష్టం చేసింది. ఈ క్రమంలోనే హిందీని తప్పనిసరి చేస్తూ మహారాష్ట్ర ప్రభుత్వం జారీ చేసిన నిర్ణయం తీవ్ర వివాదాస్పదమైంది. దీనిపై ప్రతిపక్షాలతో పాటు అధికార కూటమిలోని కొన్ని పార్టీలు సైతం అభ్యంతరం వ్యక్తం చేశాయి. దీంతో ఈ క్రమంలో ఫడ్నవీస్ సర్కారు ఈ నిర్ణయంపై వెనక్కి తగ్గినట్లు తెలుస్తోంది.	[545, 805, 1037, 1112]
logo-tag-top: సమస్యలపై సమరంగా	[291, 50, 348, 57]
color-swatch	[1088, 2315, 1097, 2333]
logo-wedge-decoration	[377, 45, 394, 142]
registration-mark	[1251, 2314, 1278, 2334]
band-triangle-decoration	[463, 65, 507, 108]
color-swatch	[590, 2315, 599, 2333]
color-swatch	[578, 2315, 587, 2333]
ambedkar-portrait-icon	[55, 52, 107, 136]
editorial-header-prefix: సం	[128, 173, 192, 234]
